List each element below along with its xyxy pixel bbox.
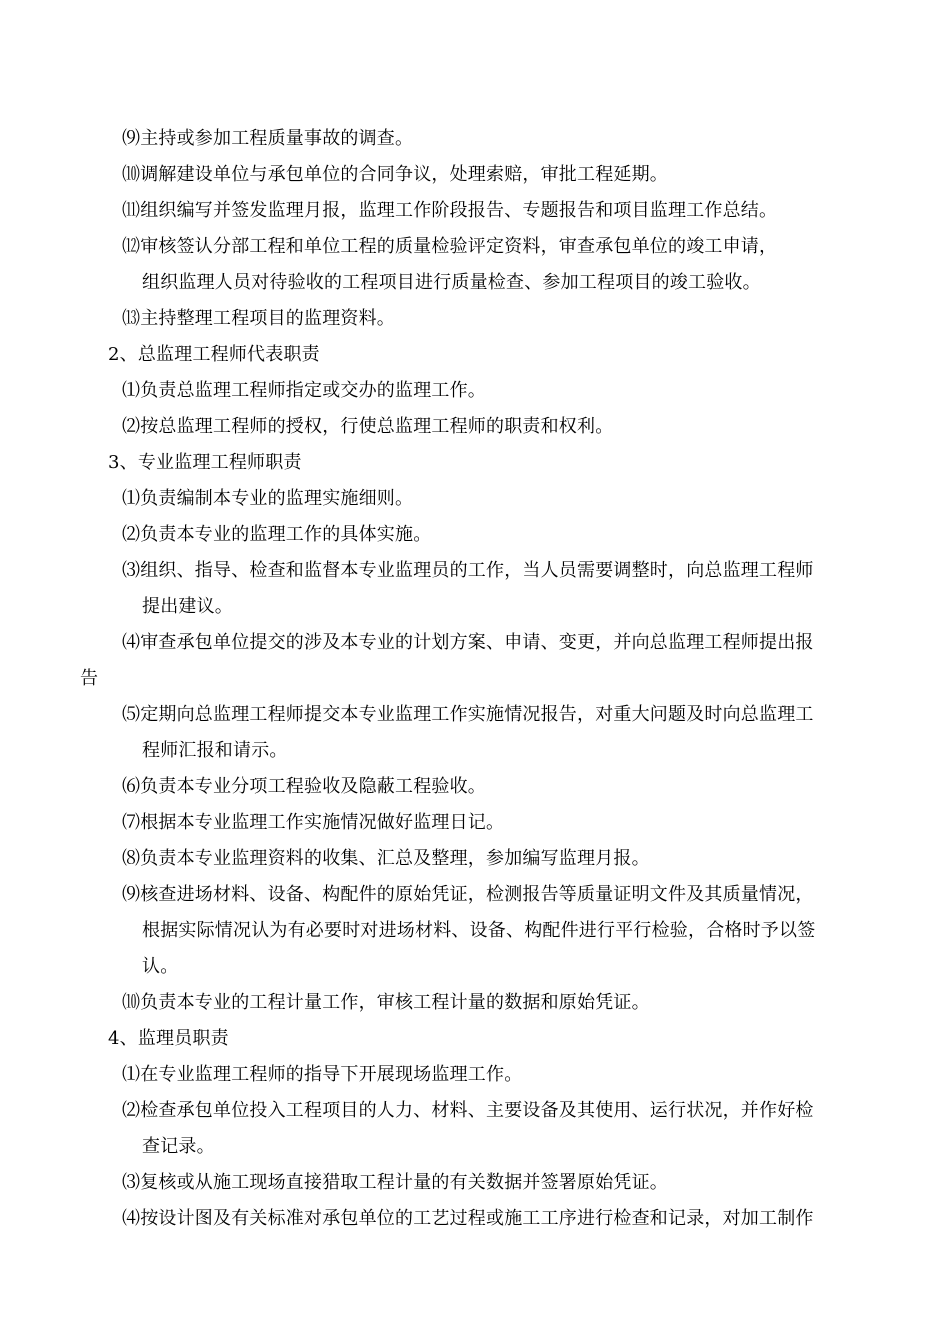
duty-item: ⑷审查承包单位提交的涉及本专业的计划方案、申请、变更，并向总监理工程师提出报: [122, 632, 814, 653]
section-heading: 3、专业监理工程师职责: [108, 452, 302, 473]
section-heading: 4、监理员职责: [108, 1028, 229, 1049]
duty-item: ⒀主持整理工程项目的监理资料。: [122, 308, 395, 329]
section-heading: 2、总监理工程师代表职责: [108, 344, 320, 365]
duty-item-continuation: 告: [80, 668, 99, 689]
duty-item: ⑴在专业监理工程师的指导下开展现场监理工作。: [122, 1064, 523, 1085]
duty-item: ⑼核查进场材料、设备、构配件的原始凭证，检测报告等质量证明文件及其质量情况，: [122, 884, 814, 905]
duty-item: ⑽调解建设单位与承包单位的合同争议，处理索赔，审批工程延期。: [122, 164, 668, 185]
duty-item: ⑶组织、指导、检查和监督本专业监理员的工作，当人员需要调整时，向总监理工程师: [122, 560, 814, 581]
document-body: [80, 121, 868, 1237]
duty-item: ⑺根据本专业监理工作实施情况做好监理日记。: [122, 812, 505, 833]
duty-item-continuation: 组织监理人员对待验收的工程项目进行质量检查、参加工程项目的竣工验收。: [142, 272, 761, 293]
duty-item: ⑴负责总监理工程师指定或交办的监理工作。: [122, 380, 486, 401]
duty-item: ⑶复核或从施工现场直接猎取工程计量的有关数据并签署原始凭证。: [122, 1172, 668, 1193]
duty-item: ⑹负责本专业分项工程验收及隐蔽工程验收。: [122, 776, 486, 797]
duty-item-continuation: 提出建议。: [142, 596, 233, 617]
duty-item: ⑵负责本专业的监理工作的具体实施。: [122, 524, 432, 545]
duty-item-continuation: 认。: [142, 956, 179, 977]
duty-item: ⑻负责本专业监理资料的收集、汇总及整理，参加编写监理月报。: [122, 848, 650, 869]
duty-item: ⑽负责本专业的工程计量工作，审核工程计量的数据和原始凭证。: [122, 992, 650, 1013]
duty-item-continuation: 程师汇报和请示。: [142, 740, 288, 761]
duty-item: ⑾组织编写并签发监理月报，监理工作阶段报告、专题报告和项目监理工作总结。: [122, 200, 778, 221]
duty-item: ⑴负责编制本专业的监理实施细则。: [122, 488, 414, 509]
duty-item: ⑵按总监理工程师的授权，行使总监理工程师的职责和权利。: [122, 416, 614, 437]
duty-item: ⑵检查承包单位投入工程项目的人力、材料、主要设备及其使用、运行状况，并作好检: [122, 1100, 814, 1121]
duty-item-continuation: 查记录。: [142, 1136, 215, 1157]
duty-item: ⑿审核签认分部工程和单位工程的质量检验评定资料，审查承包单位的竣工申请，: [122, 236, 778, 257]
duty-item: ⑼主持或参加工程质量事故的调查。: [122, 128, 414, 149]
duty-item-continuation: 根据实际情况认为有必要时对进场材料、设备、构配件进行平行检验，合格时予以签: [142, 920, 816, 941]
duty-item: ⑸定期向总监理工程师提交本专业监理工作实施情况报告，对重大问题及时向总监理工: [122, 704, 814, 725]
duty-item: ⑷按设计图及有关标准对承包单位的工艺过程或施工工序进行检查和记录，对加工制作: [122, 1208, 814, 1229]
